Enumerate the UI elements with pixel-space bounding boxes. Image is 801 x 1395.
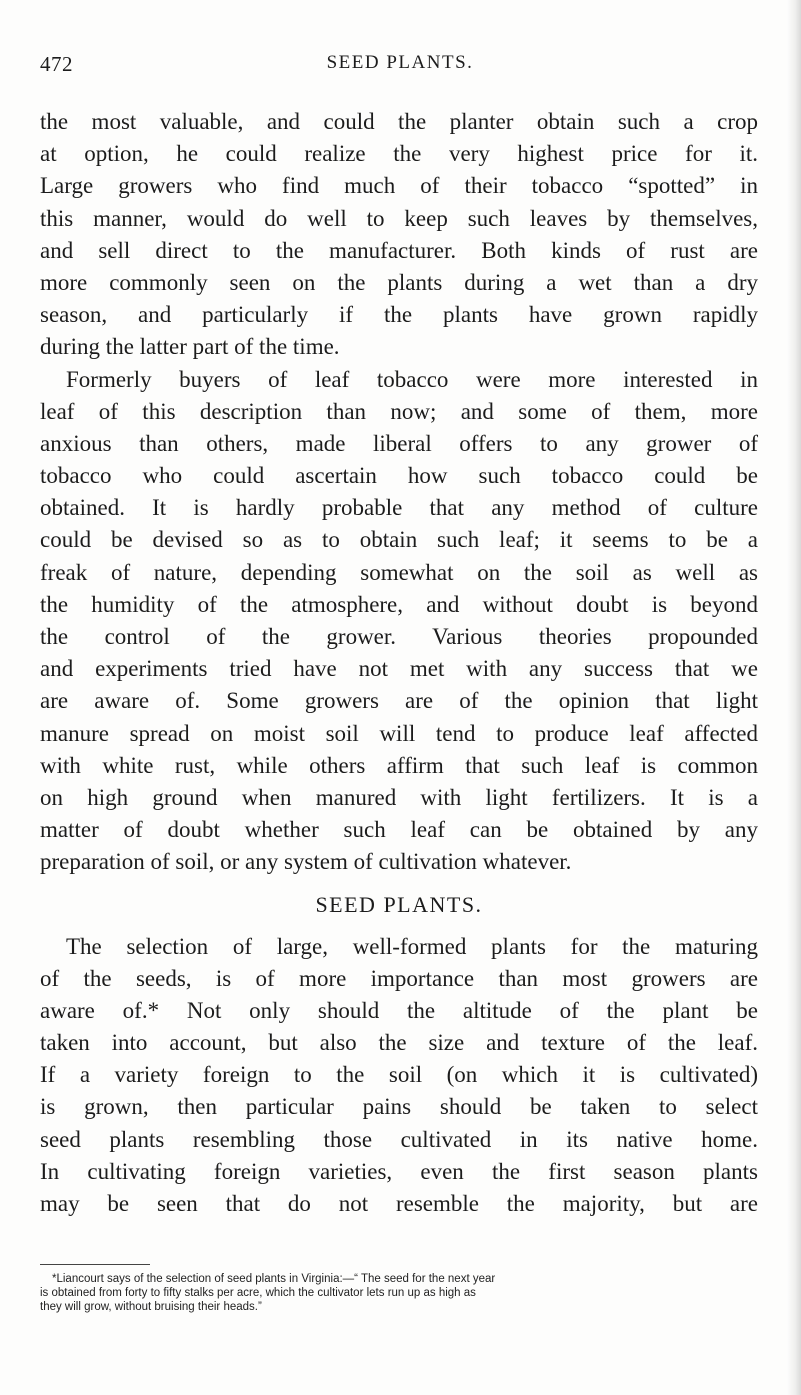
text-line: is grown, then particular pains should be taken to select (40, 1094, 758, 1120)
text-line: preparation of soil, or any system of cultivation whatever. (40, 849, 572, 875)
text-line: leaf of this description than now; and some of them, more (40, 398, 758, 424)
page-number: 472 (40, 52, 73, 76)
text-line: the most valuable, and could the planter obtain such a crop (40, 109, 758, 134)
text-line: are aware of. Some growers are of the opinion that light (40, 688, 758, 714)
text-line: the control of the grower. Various theories propounded (40, 624, 758, 649)
text-line: seed plants resembling those cultivated in its native home. (40, 1126, 758, 1152)
running-title: SEED PLANTS. (326, 52, 474, 73)
text-line: obtained. It is hardly probable that any method of culture (40, 495, 758, 521)
text-line: and experiments tried have not met with any success that we (40, 656, 758, 682)
page-edge-shadow (787, 0, 801, 1395)
text-line: at option, he could realize the very highest price for it. (40, 141, 758, 167)
text-line: aware of.* Not only should the altitude of the plant be (40, 997, 758, 1023)
text-line: of the seeds, is of more importance than most growers are (40, 965, 758, 991)
paragraph-3 (40, 931, 758, 1221)
text-line: The selection of large, well-formed plants for the maturing (66, 933, 758, 959)
text-line: this manner, would do well to keep such leaves by themselves, (40, 205, 758, 231)
text-line: on high ground when manured with light fertilizers. It is a (40, 784, 758, 810)
text-line: If a variety foreign to the soil (on which it is cultivated) (40, 1062, 758, 1088)
text-line: In cultivating foreign varieties, even the first season plants (40, 1158, 758, 1184)
running-head (40, 52, 760, 78)
footnote-rule (40, 1264, 150, 1265)
text-line: anxious than others, made liberal offers to any grower of (40, 430, 758, 456)
paragraph-1 (40, 106, 758, 364)
paragraph-2 (40, 364, 758, 879)
text-line: freak of nature, depending somewhat on the soil as well as (40, 559, 758, 585)
section-heading: SEED PLANTS. (315, 891, 483, 917)
text-line: during the latter part of the time. (40, 334, 340, 360)
text-line: more commonly seen on the plants during a wet than a dry (40, 269, 758, 295)
footnote-line: they will grow, without bruising their heads.” (40, 1301, 262, 1313)
text-line: may be seen that do not resemble the majority, but are (40, 1191, 758, 1216)
text-line: taken into account, but also the size and texture of the leaf. (40, 1030, 758, 1056)
text-line: manure spread on moist soil will tend to produce leaf affected (40, 720, 758, 746)
text-line: Large growers who find much of their tobacco “spotted” in (40, 173, 758, 199)
footnote-line: is obtained from forty to fifty stalks per acre, which the cultivator lets run up as high as (40, 1287, 476, 1299)
text-line: with white rust, while others affirm that such leaf is common (40, 752, 758, 778)
text-line: matter of doubt whether such leaf can be obtained by any (40, 817, 758, 843)
text-line: season, and particularly if the plants have grown rapidly (40, 302, 758, 328)
footnote (40, 1272, 758, 1314)
body-text (40, 106, 758, 1220)
text-line: tobacco who could ascertain how such tobacco could be (40, 463, 758, 489)
footnote-line: *Liancourt says of the selection of seed plants in Virginia:—“ The seed for the next year (52, 1273, 496, 1285)
text-line: Formerly buyers of leaf tobacco were more interested in (66, 366, 758, 392)
text-line: the humidity of the atmosphere, and without doubt is beyond (40, 591, 758, 617)
text-line: and sell direct to the manufacturer. Both kinds of rust are (40, 237, 758, 263)
text-line: could be devised so as to obtain such leaf; it seems to be a (40, 527, 758, 553)
